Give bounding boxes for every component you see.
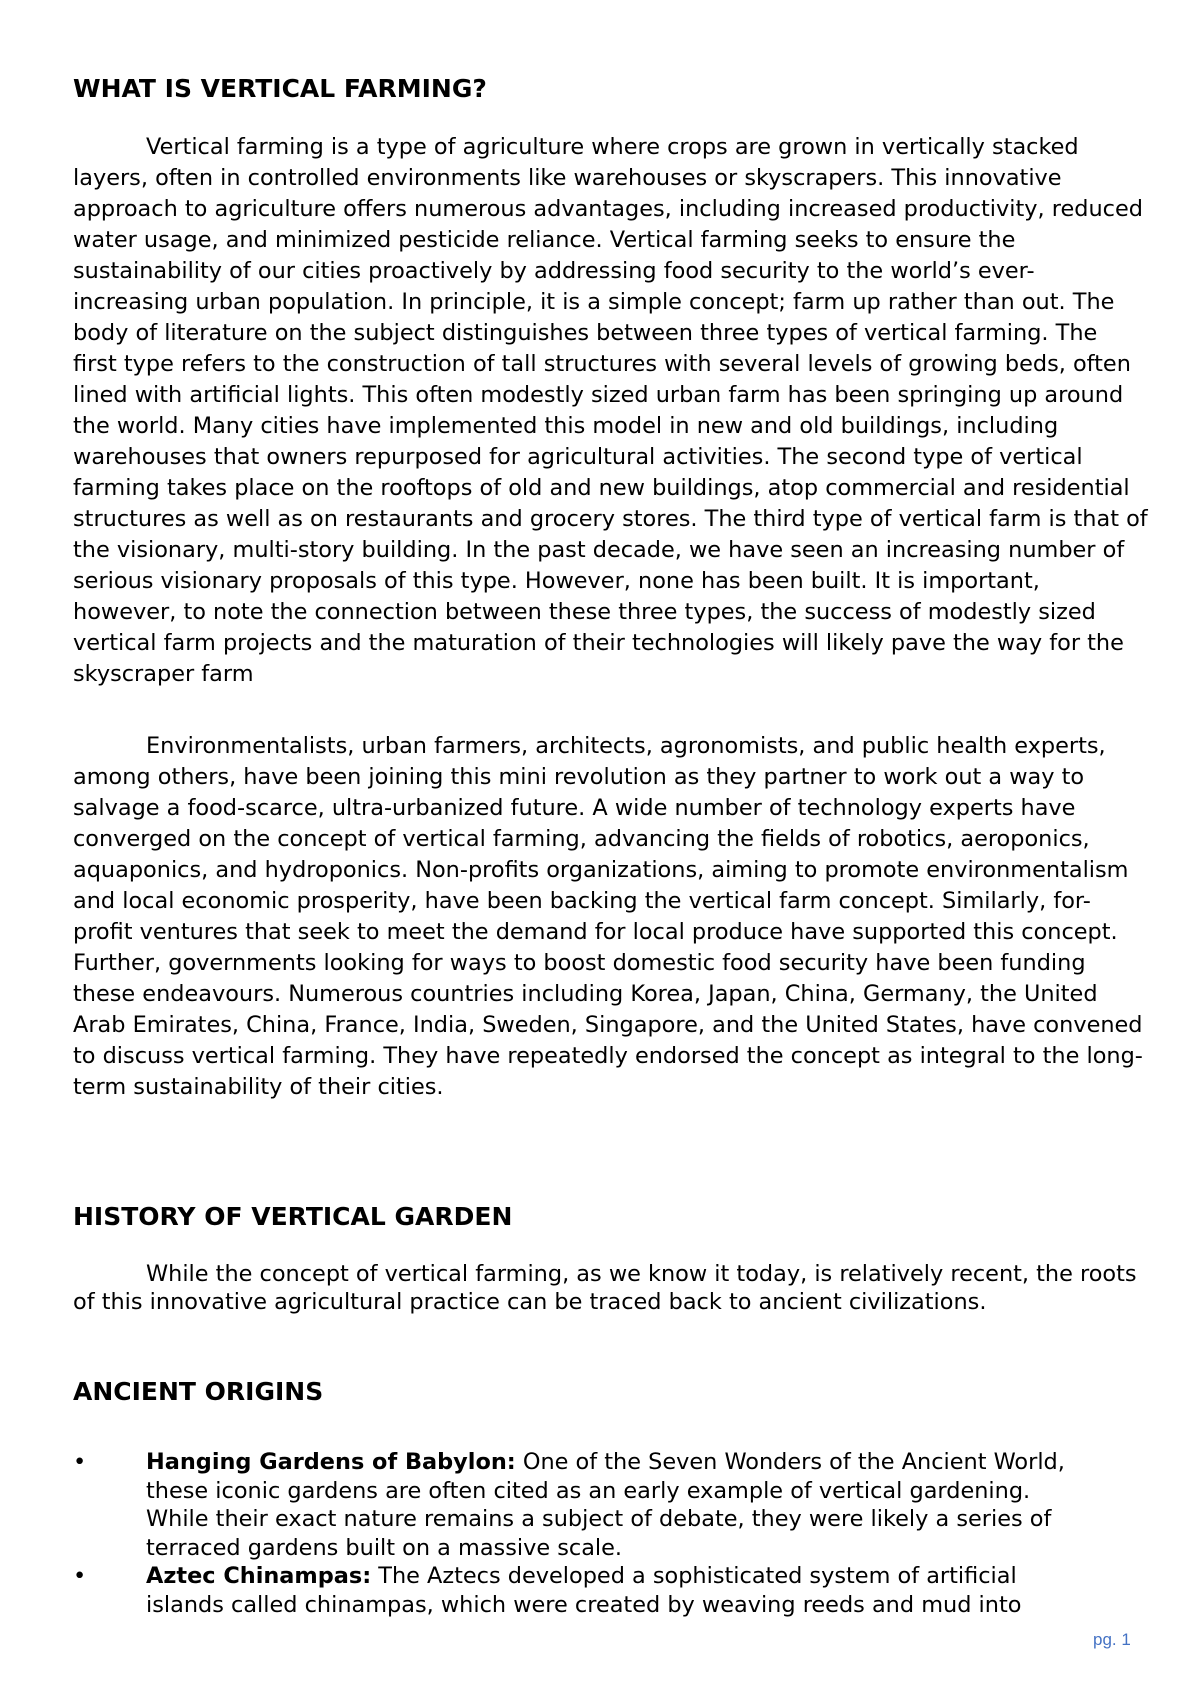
list-item (73, 1562, 1083, 1619)
paragraph-history: While the concept of vertical farming, as we know it today, is relatively recent, the roots of this innovative agricultural practice can be traced back to ancient civilizations. (73, 1261, 1137, 1315)
bullet-icon: • (73, 1449, 87, 1475)
list-item-text: The Aztecs developed a sophisticated system of artificial islands called chinampas, which were created by weaving reeds and mud into (146, 1563, 1022, 1618)
heading-what-is-vertical-farming: WHAT IS VERTICAL FARMING? (73, 74, 487, 103)
list-item (73, 1448, 1083, 1562)
page-number: pg. 1 (1093, 1630, 1131, 1649)
paragraph-supporters: Environmentalists, urban farmers, architects, agronomists, and public health experts, among others, have been joining this mini revolution as they partner to work out a way to salvage a food-scarce, ultra-urbanized future. A wide number of technology experts have converged on the concept of vertical farming, advancing the fields of robotics, aeroponics, aquaponics, and hydroponics. Non-profits organizations, aiming to promote environmentalism and local economic prosperity, have been backing the vertical farm concept. Similarly, for-profit ventures that seek to meet the demand for local produce have supported this concept. Further, governments looking for ways to boost domestic food security have been funding these endeavours. Numerous countries including Korea, Japan, China, Germany, the United Arab Emirates, China, France, India, Sweden, Singapore, and the United States, have convened to discuss vertical farming. They have repeatedly endorsed the concept as integral to the long-term sustainability of their cities. (73, 733, 1143, 1100)
heading-history: HISTORY OF VERTICAL GARDEN (73, 1202, 513, 1231)
list-item-term: Aztec Chinampas: (146, 1563, 372, 1589)
paragraph-intro: Vertical farming is a type of agriculture where crops are grown in vertically stacked layers, often in controlled environments like warehouses or skyscrapers. This innovative approach to agriculture offers numerous advantages, including increased productivity, reduced water usage, and minimized pesticide reliance. Vertical farming seeks to ensure the sustainability of our cities proactively by addressing food security to the world’s ever-increasing urban population. In principle, it is a simple concept; farm up rather than out. The body of literature on the subject distinguishes between three types of vertical farming. The first type refers to the construction of tall structures with several levels of growing beds, often lined with artificial lights. This often modestly sized urban farm has been springing up around the world. Many cities have implemented this model in new and old buildings, including warehouses that owners repurposed for agricultural activities. The second type of vertical farming takes place on the rooftops of old and new buildings, atop commercial and residential structures as well as on restaurants and grocery stores. The third type of vertical farm is that of the visionary, multi-story building. In the past decade, we have seen an increasing number of serious visionary proposals of this type. However, none has been built. It is important, however, to note the connection between these three types, the success of modestly sized vertical farm projects and the maturation of their technologies will likely pave the way for the skyscraper farm (73, 134, 1148, 687)
list-item-text: One of the Seven Wonders of the Ancient World, these iconic gardens are often cited as an early example of vertical gardening. While their exact nature remains a subject of debate, they were likely a series of terraced gardens built on a massive scale. (146, 1449, 1065, 1561)
ancient-origins-list (73, 1448, 1083, 1619)
bullet-icon: • (73, 1563, 87, 1589)
list-item-term: Hanging Gardens of Babylon: (146, 1449, 516, 1475)
heading-ancient-origins: ANCIENT ORIGINS (73, 1377, 324, 1406)
